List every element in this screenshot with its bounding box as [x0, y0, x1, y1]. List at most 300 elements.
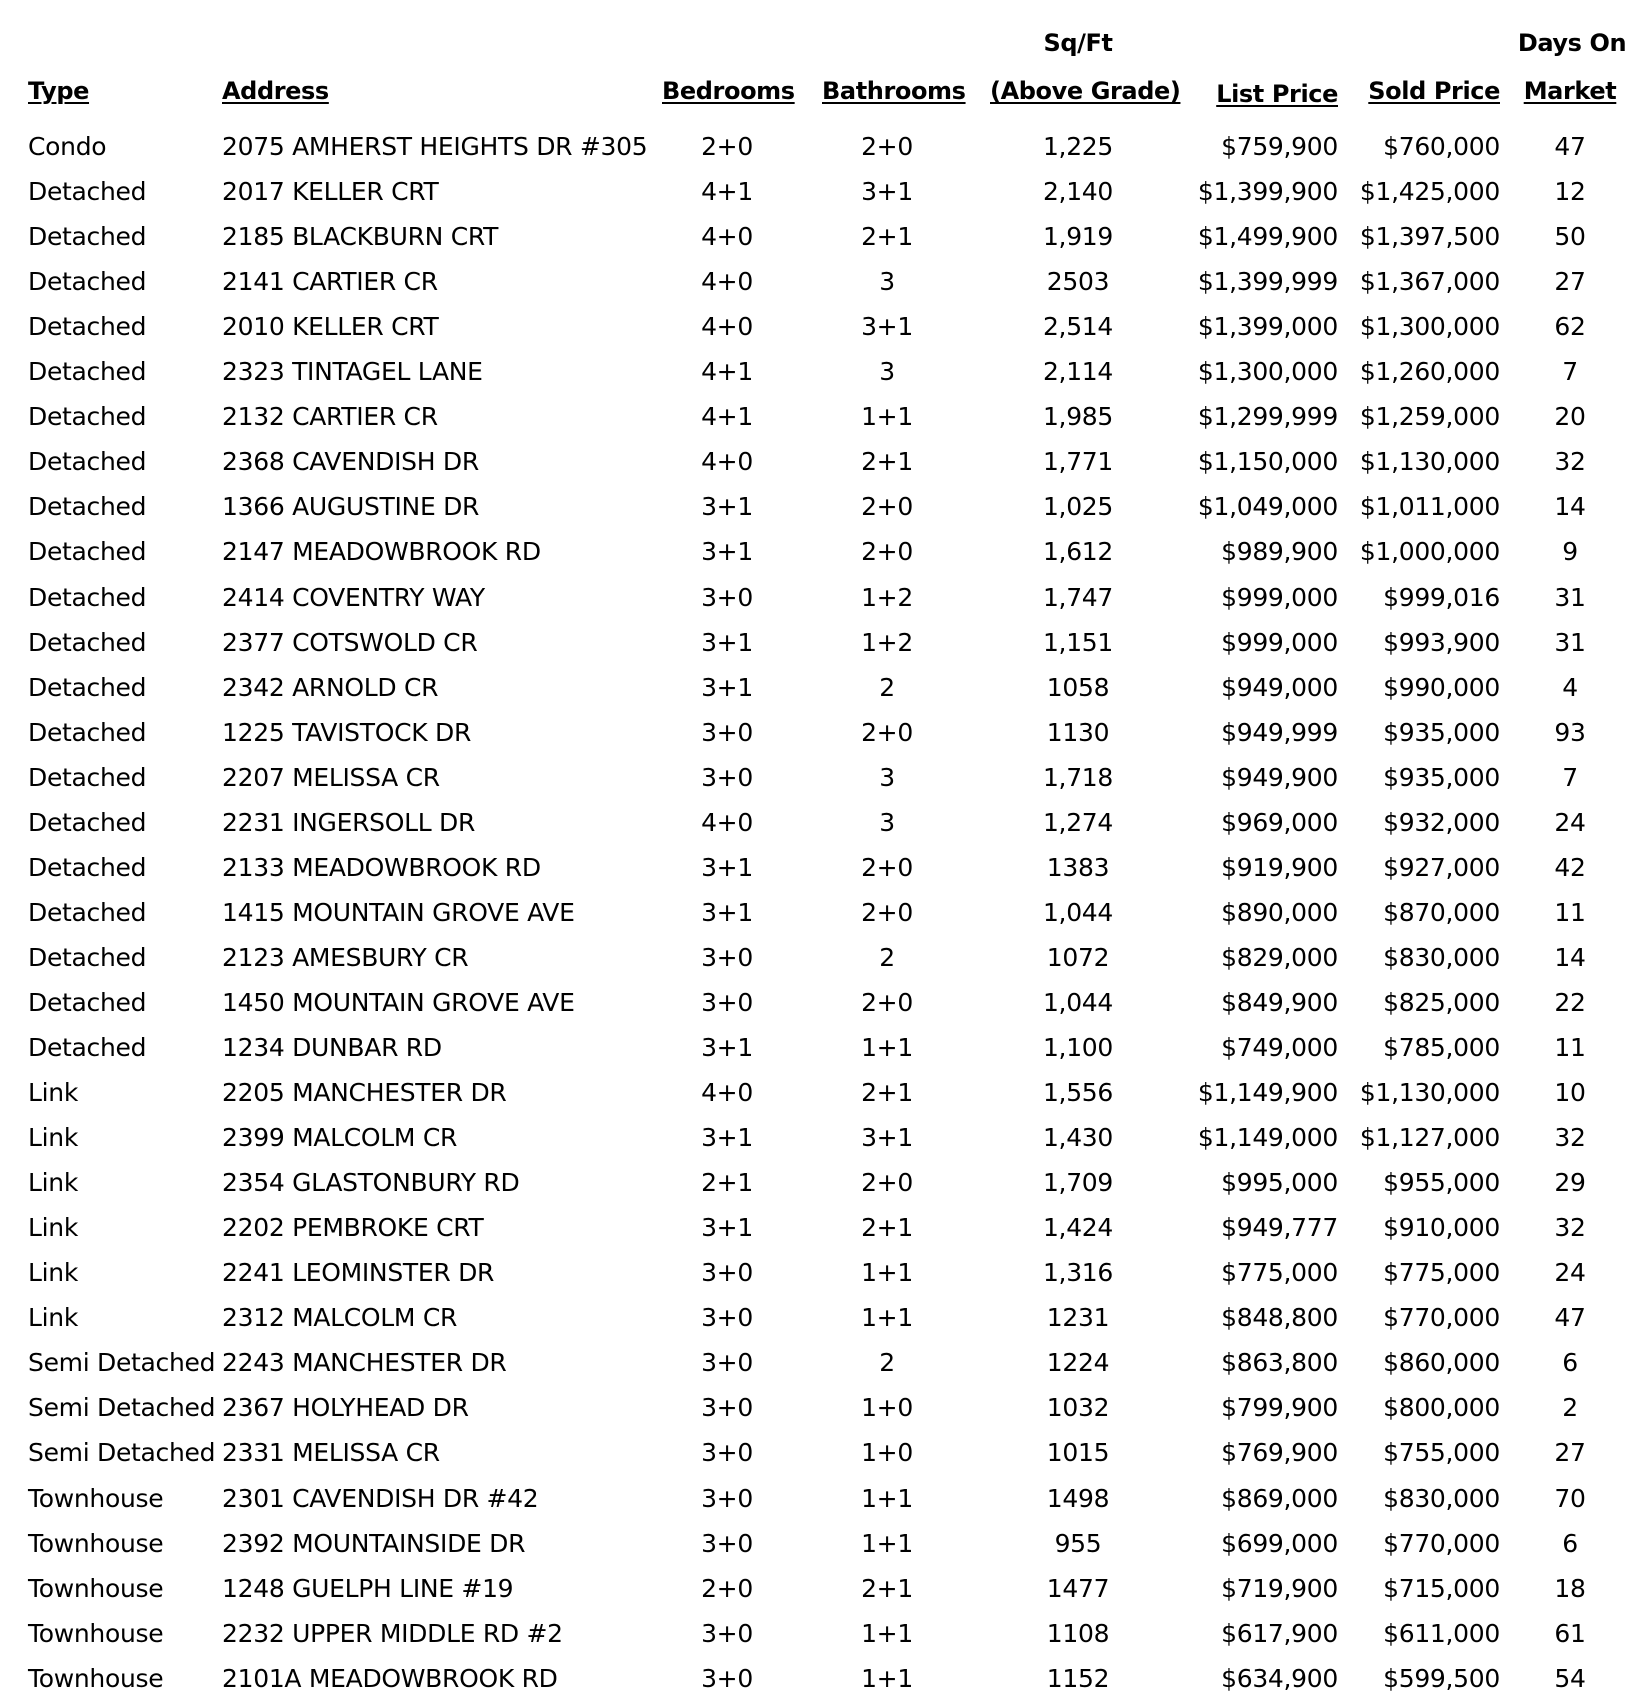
cell-type: Townhouse	[28, 1573, 164, 1603]
cell-list-price: $1,499,900	[1197, 222, 1338, 252]
table-row	[0, 529, 1650, 574]
cell-bathrooms: 2	[879, 672, 895, 702]
cell-days-on-market: 27	[1554, 1438, 1586, 1468]
cell-bedrooms: 3+0	[701, 1438, 753, 1468]
cell-sold-price: $910,000	[1383, 1213, 1500, 1243]
cell-list-price: $634,900	[1221, 1663, 1338, 1693]
cell-type: Link	[28, 1123, 78, 1153]
cell-type: Townhouse	[28, 1528, 164, 1558]
cell-bedrooms: 4+1	[701, 177, 753, 207]
cell-bedrooms: 4+0	[701, 1078, 753, 1108]
cell-bathrooms: 1+1	[861, 1483, 913, 1513]
cell-days-on-market: 61	[1554, 1618, 1586, 1648]
cell-type: Semi Detached	[28, 1348, 216, 1378]
cell-sqft: 1,612	[1042, 537, 1114, 567]
cell-bathrooms: 1+1	[861, 1663, 913, 1693]
cell-bedrooms: 4+0	[701, 807, 753, 837]
cell-bathrooms: 1+1	[861, 1258, 913, 1288]
cell-address: 2075 AMHERST HEIGHTS DR #305	[222, 132, 648, 161]
cell-bathrooms: 2	[879, 942, 895, 972]
cell-days-on-market: 6	[1562, 1348, 1578, 1378]
cell-bathrooms: 2+0	[861, 132, 913, 161]
cell-sqft: 1130	[1046, 717, 1110, 747]
cell-list-price: $949,000	[1221, 672, 1338, 702]
cell-address: 2141 CARTIER CR	[222, 267, 438, 297]
cell-days-on-market: 18	[1554, 1573, 1586, 1603]
cell-days-on-market: 11	[1554, 897, 1586, 927]
cell-sold-price: $770,000	[1383, 1528, 1500, 1558]
cell-type: Detached	[28, 942, 147, 972]
cell-address: 2017 KELLER CRT	[222, 177, 439, 207]
cell-type: Detached	[28, 807, 147, 837]
cell-days-on-market: 4	[1562, 672, 1578, 702]
cell-bathrooms: 2+0	[861, 537, 913, 567]
header-sold-price: Sold Price	[1368, 77, 1500, 105]
cell-address: 2207 MELISSA CR	[222, 762, 440, 792]
table-row	[0, 1385, 1650, 1430]
cell-list-price: $719,900	[1221, 1573, 1338, 1603]
cell-bathrooms: 3	[879, 762, 895, 792]
table-row	[0, 1205, 1650, 1250]
cell-address: 2205 MANCHESTER DR	[222, 1078, 507, 1108]
cell-bathrooms: 2+0	[861, 492, 913, 522]
table-row	[0, 935, 1650, 980]
cell-address: 1234 DUNBAR RD	[222, 1033, 442, 1062]
cell-list-price: $949,900	[1221, 762, 1338, 792]
table-row	[0, 980, 1650, 1025]
cell-sold-price: $755,000	[1383, 1438, 1500, 1468]
cell-list-price: $1,149,000	[1197, 1123, 1338, 1153]
header-address: Address	[222, 77, 329, 105]
cell-bedrooms: 3+0	[701, 717, 753, 747]
cell-sqft: 2503	[1046, 267, 1110, 297]
cell-bedrooms: 4+1	[701, 357, 753, 387]
cell-days-on-market: 24	[1554, 1258, 1586, 1288]
table-row	[0, 665, 1650, 710]
cell-sold-price: $993,900	[1383, 627, 1500, 657]
cell-bathrooms: 3	[879, 807, 895, 837]
table-row	[0, 214, 1650, 259]
cell-list-price: $1,150,000	[1197, 447, 1338, 477]
cell-days-on-market: 24	[1554, 807, 1586, 837]
cell-sqft: 1,316	[1042, 1258, 1114, 1288]
cell-sold-price: $932,000	[1383, 807, 1500, 837]
table-row	[0, 484, 1650, 529]
cell-sold-price: $611,000	[1383, 1618, 1500, 1648]
cell-type: Detached	[28, 177, 147, 207]
cell-bathrooms: 1+2	[861, 582, 913, 612]
cell-sqft: 2,514	[1042, 312, 1114, 342]
cell-address: 2231 INGERSOLL DR	[222, 807, 476, 837]
cell-days-on-market: 7	[1562, 357, 1578, 387]
table-row	[0, 259, 1650, 304]
cell-list-price: $849,900	[1221, 987, 1338, 1017]
cell-type: Detached	[28, 897, 147, 927]
cell-list-price: $848,800	[1221, 1303, 1338, 1333]
cell-type: Detached	[28, 447, 147, 477]
cell-days-on-market: 62	[1554, 312, 1586, 342]
cell-sqft: 1072	[1046, 942, 1110, 972]
cell-address: 2368 CAVENDISH DR	[222, 447, 479, 477]
cell-type: Detached	[28, 267, 147, 297]
cell-sold-price: $715,000	[1383, 1573, 1500, 1603]
table-row	[0, 1656, 1650, 1701]
cell-bedrooms: 3+0	[701, 1303, 753, 1333]
table-row	[0, 800, 1650, 845]
cell-type: Detached	[28, 762, 147, 792]
cell-sqft: 1,025	[1042, 492, 1114, 522]
cell-sqft: 1383	[1046, 852, 1110, 882]
cell-bedrooms: 2+0	[701, 132, 753, 161]
cell-sqft: 1,100	[1042, 1033, 1114, 1062]
cell-sqft: 1032	[1046, 1393, 1110, 1423]
cell-list-price: $863,800	[1221, 1348, 1338, 1378]
cell-list-price: $1,149,900	[1197, 1078, 1338, 1108]
cell-sqft: 1,044	[1042, 987, 1114, 1017]
cell-bathrooms: 3	[879, 357, 895, 387]
cell-bathrooms: 1+1	[861, 1303, 913, 1333]
cell-type: Semi Detached	[28, 1438, 216, 1468]
cell-list-price: $869,000	[1221, 1483, 1338, 1513]
cell-address: 1415 MOUNTAIN GROVE AVE	[222, 897, 575, 927]
cell-type: Link	[28, 1168, 78, 1198]
cell-days-on-market: 54	[1554, 1663, 1586, 1693]
cell-list-price: $759,900	[1221, 132, 1338, 161]
cell-bedrooms: 3+0	[701, 1483, 753, 1513]
cell-list-price: $775,000	[1221, 1258, 1338, 1288]
cell-bedrooms: 3+0	[701, 1348, 753, 1378]
cell-type: Townhouse	[28, 1483, 164, 1513]
cell-days-on-market: 32	[1554, 1213, 1586, 1243]
cell-sqft: 1,771	[1042, 447, 1114, 477]
cell-bedrooms: 3+0	[701, 1258, 753, 1288]
cell-sold-price: $1,260,000	[1359, 357, 1500, 387]
cell-address: 2392 MOUNTAINSIDE DR	[222, 1528, 526, 1558]
cell-list-price: $617,900	[1221, 1618, 1338, 1648]
cell-sqft: 1,985	[1042, 402, 1114, 432]
cell-sqft: 1,430	[1042, 1123, 1114, 1153]
cell-address: 2185 BLACKBURN CRT	[222, 222, 499, 252]
cell-bedrooms: 4+0	[701, 312, 753, 342]
cell-bathrooms: 2+0	[861, 897, 913, 927]
header-days-top: Days On	[1517, 29, 1627, 57]
cell-days-on-market: 32	[1554, 1123, 1586, 1153]
table-row	[0, 349, 1650, 394]
cell-sold-price: $760,000	[1383, 132, 1500, 161]
cell-days-on-market: 42	[1554, 852, 1586, 882]
cell-sqft: 1108	[1046, 1618, 1110, 1648]
cell-type: Detached	[28, 402, 147, 432]
cell-bathrooms: 2+1	[861, 222, 913, 252]
cell-list-price: $699,000	[1221, 1528, 1338, 1558]
cell-bedrooms: 3+0	[701, 1663, 753, 1693]
cell-type: Detached	[28, 357, 147, 387]
cell-days-on-market: 32	[1554, 447, 1586, 477]
cell-address: 1225 TAVISTOCK DR	[222, 717, 472, 747]
cell-bedrooms: 3+1	[701, 492, 753, 522]
cell-sqft: 1,151	[1042, 627, 1114, 657]
table-row	[0, 575, 1650, 620]
cell-days-on-market: 31	[1554, 582, 1586, 612]
cell-address: 1366 AUGUSTINE DR	[222, 492, 480, 522]
cell-list-price: $949,999	[1221, 717, 1338, 747]
header-sqft-bottom: (Above Grade)	[990, 77, 1181, 105]
cell-list-price: $749,000	[1221, 1033, 1338, 1062]
cell-bedrooms: 2+0	[701, 1573, 753, 1603]
cell-sold-price: $1,011,000	[1359, 492, 1500, 522]
cell-days-on-market: 2	[1562, 1393, 1578, 1423]
cell-address: 2010 KELLER CRT	[222, 312, 439, 342]
cell-type: Link	[28, 1078, 78, 1108]
cell-bathrooms: 1+1	[861, 402, 913, 432]
cell-sqft: 1231	[1046, 1303, 1110, 1333]
cell-sold-price: $999,016	[1383, 582, 1500, 612]
cell-sold-price: $1,127,000	[1359, 1123, 1500, 1153]
cell-bedrooms: 3+1	[701, 537, 753, 567]
cell-sqft: 1,718	[1042, 762, 1114, 792]
cell-sqft: 1058	[1046, 672, 1110, 702]
cell-bathrooms: 3+1	[861, 1123, 913, 1153]
cell-bedrooms: 3+0	[701, 762, 753, 792]
cell-sqft: 2,114	[1042, 357, 1114, 387]
cell-sold-price: $990,000	[1383, 672, 1500, 702]
cell-days-on-market: 47	[1554, 132, 1586, 161]
cell-type: Link	[28, 1213, 78, 1243]
cell-address: 1248 GUELPH LINE #19	[222, 1573, 514, 1603]
cell-list-price: $999,000	[1221, 582, 1338, 612]
cell-sold-price: $800,000	[1383, 1393, 1500, 1423]
cell-sqft: 1224	[1046, 1348, 1110, 1378]
cell-type: Detached	[28, 627, 147, 657]
cell-bedrooms: 3+0	[701, 582, 753, 612]
cell-bathrooms: 3+1	[861, 177, 913, 207]
cell-bedrooms: 3+1	[701, 672, 753, 702]
cell-type: Detached	[28, 987, 147, 1017]
cell-bathrooms: 1+2	[861, 627, 913, 657]
cell-days-on-market: 29	[1554, 1168, 1586, 1198]
table-row	[0, 1160, 1650, 1205]
cell-days-on-market: 27	[1554, 267, 1586, 297]
cell-days-on-market: 6	[1562, 1528, 1578, 1558]
cell-address: 1450 MOUNTAIN GROVE AVE	[222, 987, 575, 1017]
cell-days-on-market: 47	[1554, 1303, 1586, 1333]
cell-days-on-market: 93	[1554, 717, 1586, 747]
cell-days-on-market: 14	[1554, 942, 1586, 972]
cell-bathrooms: 3+1	[861, 312, 913, 342]
cell-bathrooms: 2+1	[861, 447, 913, 477]
cell-bathrooms: 2+0	[861, 987, 913, 1017]
cell-address: 2312 MALCOLM CR	[222, 1303, 458, 1333]
cell-list-price: $969,000	[1221, 807, 1338, 837]
cell-list-price: $999,000	[1221, 627, 1338, 657]
cell-sold-price: $1,130,000	[1359, 447, 1500, 477]
table-row	[0, 1566, 1650, 1611]
table-row	[0, 169, 1650, 214]
cell-type: Detached	[28, 582, 147, 612]
cell-days-on-market: 11	[1554, 1033, 1586, 1062]
table-row	[0, 1115, 1650, 1160]
cell-sold-price: $860,000	[1383, 1348, 1500, 1378]
cell-sold-price: $1,000,000	[1359, 537, 1500, 567]
cell-list-price: $769,900	[1221, 1438, 1338, 1468]
cell-sold-price: $935,000	[1383, 717, 1500, 747]
cell-bedrooms: 3+0	[701, 1618, 753, 1648]
table-row	[0, 394, 1650, 439]
table-row	[0, 1430, 1650, 1475]
cell-sold-price: $955,000	[1383, 1168, 1500, 1198]
cell-sold-price: $935,000	[1383, 762, 1500, 792]
table-header	[0, 0, 1650, 118]
cell-address: 2323 TINTAGEL LANE	[222, 357, 483, 387]
table-row	[0, 1295, 1650, 1340]
cell-bathrooms: 1+1	[861, 1618, 913, 1648]
cell-address: 2101A MEADOWBROOK RD	[222, 1663, 558, 1693]
cell-address: 2414 COVENTRY WAY	[222, 582, 485, 612]
table-row	[0, 1340, 1650, 1385]
cell-sold-price: $830,000	[1383, 942, 1500, 972]
cell-list-price: $1,300,000	[1197, 357, 1338, 387]
cell-days-on-market: 7	[1562, 762, 1578, 792]
cell-list-price: $890,000	[1221, 897, 1338, 927]
table-row	[0, 439, 1650, 484]
cell-sqft: 1,709	[1042, 1168, 1114, 1198]
cell-sqft: 1477	[1046, 1573, 1110, 1603]
cell-address: 2399 MALCOLM CR	[222, 1123, 458, 1153]
cell-address: 2123 AMESBURY CR	[222, 942, 469, 972]
cell-sold-price: $870,000	[1383, 897, 1500, 927]
cell-list-price: $1,399,999	[1197, 267, 1338, 297]
cell-sold-price: $770,000	[1383, 1303, 1500, 1333]
cell-sold-price: $1,397,500	[1359, 222, 1500, 252]
cell-type: Detached	[28, 537, 147, 567]
cell-sqft: 1,556	[1042, 1078, 1114, 1108]
cell-list-price: $919,900	[1221, 852, 1338, 882]
header-bedrooms: Bedrooms	[662, 77, 795, 105]
header-type: Type	[28, 77, 90, 105]
cell-sqft: 2,140	[1042, 177, 1114, 207]
cell-sqft: 1498	[1046, 1483, 1110, 1513]
cell-sold-price: $1,130,000	[1359, 1078, 1500, 1108]
cell-bedrooms: 4+0	[701, 222, 753, 252]
cell-bathrooms: 2+0	[861, 717, 913, 747]
cell-days-on-market: 70	[1554, 1483, 1586, 1513]
cell-bedrooms: 4+0	[701, 447, 753, 477]
table-row	[0, 755, 1650, 800]
cell-sqft: 1,225	[1042, 132, 1114, 161]
cell-bedrooms: 4+0	[701, 267, 753, 297]
header-bathrooms: Bathrooms	[822, 77, 966, 105]
table-row	[0, 1521, 1650, 1566]
cell-bathrooms: 2+1	[861, 1573, 913, 1603]
cell-type: Condo	[28, 132, 107, 161]
table-row	[0, 124, 1650, 169]
cell-sold-price: $599,500	[1383, 1663, 1500, 1693]
header-sqft-top: Sq/Ft	[1043, 29, 1113, 57]
cell-sold-price: $830,000	[1383, 1483, 1500, 1513]
cell-address: 2367 HOLYHEAD DR	[222, 1393, 469, 1423]
cell-address: 2202 PEMBROKE CRT	[222, 1213, 484, 1243]
cell-days-on-market: 20	[1554, 402, 1586, 432]
cell-address: 2377 COTSWOLD CR	[222, 627, 478, 657]
cell-bathrooms: 1+1	[861, 1033, 913, 1062]
cell-type: Detached	[28, 672, 147, 702]
cell-days-on-market: 31	[1554, 627, 1586, 657]
cell-list-price: $1,399,900	[1197, 177, 1338, 207]
cell-bedrooms: 3+0	[701, 987, 753, 1017]
cell-address: 2241 LEOMINSTER DR	[222, 1258, 495, 1288]
cell-address: 2301 CAVENDISH DR #42	[222, 1483, 539, 1513]
cell-bedrooms: 4+1	[701, 402, 753, 432]
table-row	[0, 620, 1650, 665]
table-row	[0, 1476, 1650, 1521]
table-row	[0, 1070, 1650, 1115]
table-row	[0, 710, 1650, 755]
table-row	[0, 845, 1650, 890]
cell-bathrooms: 3	[879, 267, 895, 297]
cell-address: 2132 CARTIER CR	[222, 402, 438, 432]
table-row	[0, 304, 1650, 349]
cell-type: Townhouse	[28, 1663, 164, 1693]
cell-bathrooms: 1+0	[861, 1438, 913, 1468]
cell-sold-price: $775,000	[1383, 1258, 1500, 1288]
cell-days-on-market: 22	[1554, 987, 1586, 1017]
cell-type: Detached	[28, 222, 147, 252]
cell-sqft: 1,747	[1042, 582, 1114, 612]
cell-days-on-market: 12	[1554, 177, 1586, 207]
cell-sqft: 1,919	[1042, 222, 1114, 252]
cell-bathrooms: 2+0	[861, 852, 913, 882]
cell-sold-price: $1,367,000	[1359, 267, 1500, 297]
cell-sqft: 1,424	[1042, 1213, 1114, 1243]
cell-days-on-market: 10	[1554, 1078, 1586, 1108]
cell-days-on-market: 50	[1554, 222, 1586, 252]
cell-sqft: 1152	[1046, 1663, 1110, 1693]
cell-address: 2133 MEADOWBROOK RD	[222, 852, 541, 882]
cell-sqft: 955	[1054, 1528, 1102, 1558]
cell-bedrooms: 3+1	[701, 1123, 753, 1153]
cell-sold-price: $825,000	[1383, 987, 1500, 1017]
cell-bedrooms: 3+1	[701, 1033, 753, 1062]
cell-list-price: $799,900	[1221, 1393, 1338, 1423]
header-days-bottom: Market	[1523, 77, 1617, 105]
cell-bedrooms: 3+1	[701, 852, 753, 882]
table-row	[0, 1025, 1650, 1070]
table-row	[0, 1611, 1650, 1656]
cell-bedrooms: 3+1	[701, 897, 753, 927]
cell-bathrooms: 2+1	[861, 1213, 913, 1243]
cell-type: Detached	[28, 312, 147, 342]
cell-sqft: 1015	[1046, 1438, 1110, 1468]
cell-bathrooms: 1+1	[861, 1528, 913, 1558]
table-row	[0, 890, 1650, 935]
cell-bathrooms: 2+1	[861, 1078, 913, 1108]
cell-sold-price: $785,000	[1383, 1033, 1500, 1062]
cell-bedrooms: 3+0	[701, 1528, 753, 1558]
cell-list-price: $1,299,999	[1197, 402, 1338, 432]
cell-list-price: $829,000	[1221, 942, 1338, 972]
cell-type: Detached	[28, 1033, 147, 1062]
cell-type: Detached	[28, 852, 147, 882]
header-list-price: List Price	[1216, 80, 1338, 108]
cell-address: 2354 GLASTONBURY RD	[222, 1168, 520, 1198]
cell-sqft: 1,274	[1042, 807, 1114, 837]
cell-type: Detached	[28, 492, 147, 522]
cell-sold-price: $1,300,000	[1359, 312, 1500, 342]
cell-address: 2243 MANCHESTER DR	[222, 1348, 507, 1378]
cell-sold-price: $927,000	[1383, 852, 1500, 882]
cell-address: 2147 MEADOWBROOK RD	[222, 537, 541, 567]
cell-type: Link	[28, 1258, 78, 1288]
